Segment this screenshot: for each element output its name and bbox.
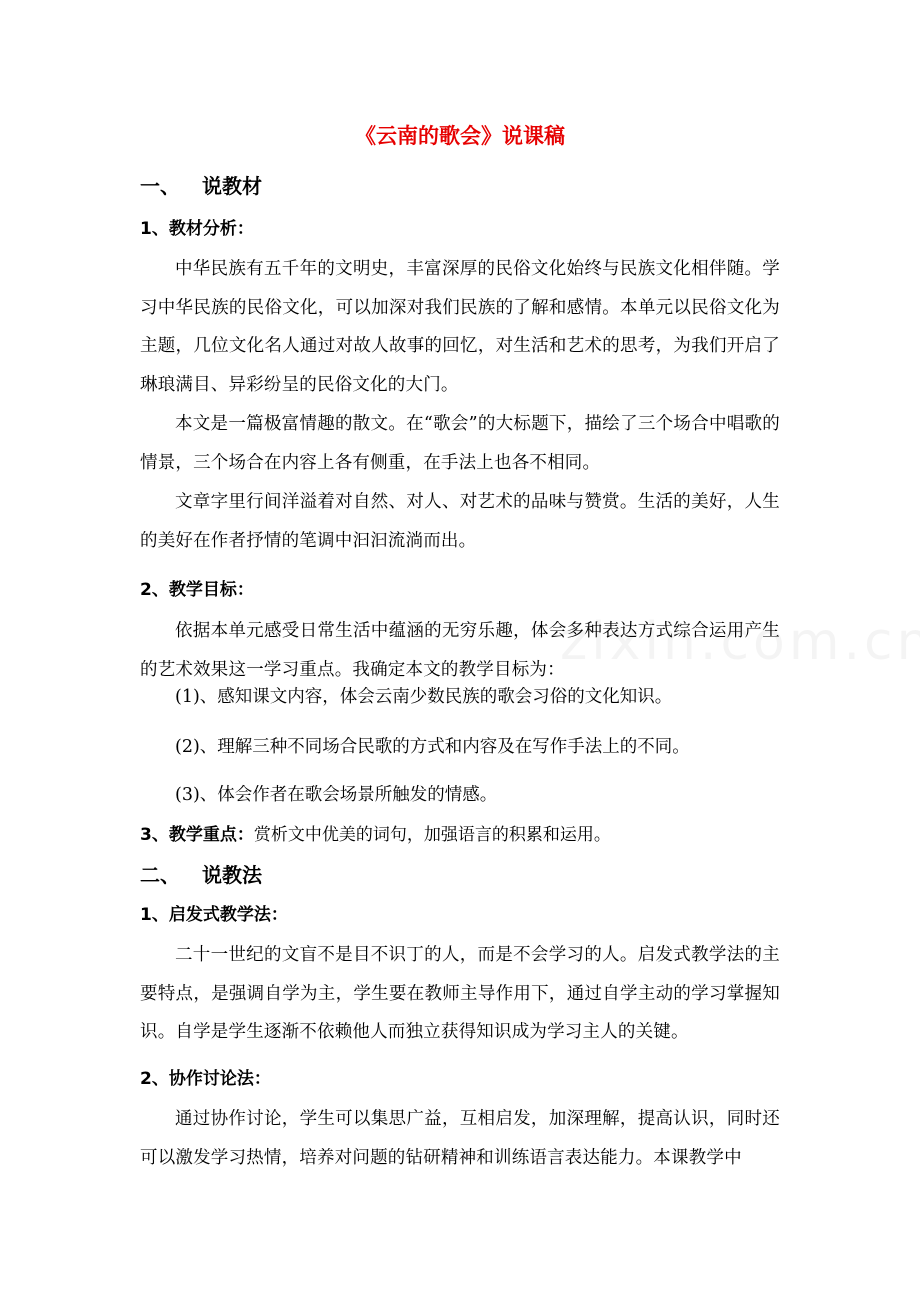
paragraph: 二十一世纪的文盲不是目不识丁的人，而是不会学习的人。启发式教学法的主要特点，是强调自学为主，学生要在教师主导作用下，通过自学主动的学习掌握知识。自学是学生逐渐不依赖他人而独立获得知识成为学习主人的关键。 [140,945,780,1042]
section-label: 说教材 [202,174,262,198]
paragraph: 通过协作讨论，学生可以集思广益，互相启发，加深理解，提高认识，同时还可以激发学习热情，培养对问题的钻研精神和训练语言表达能力。本课教学中 [140,1109,780,1168]
paragraph: 中华民族有五千年的文明史，丰富深厚的民俗文化始终与民族文化相伴随。学习中华民族的民俗文化，可以加深对我们民族的了解和感情。本单元以民俗文化为主题，几位文化名人通过对故人故事的回忆，对生活和艺术的思考，为我们开启了琳琅满目、异彩纷呈的民俗文化的大门。 [140,259,780,395]
subheading-collaborative-discussion: 2、协作讨论法： [140,1069,271,1089]
subheading-key-points [140,822,611,848]
section-number: 一、 [140,174,180,198]
section-heading-2 [140,861,262,889]
subheading-teaching-goals: 2、教学目标： [140,580,254,600]
goal-item: (2)、理解三种不同场合民歌的方式和内容及在写作手法上的不同。 [175,737,690,757]
subheading-text: 赏析文中优美的词句，加强语言的积累和运用。 [253,825,611,845]
subheading-label: 3、教学重点： [140,825,254,845]
subheading-heuristic-method: 1、启发式教学法： [140,905,288,925]
section-label: 说教法 [202,863,262,887]
goal-item: (3)、体会作者在歌会场景所触发的情感。 [175,785,498,805]
subheading-material-analysis: 1、教材分析： [140,219,254,239]
paragraph: 文章字里行间洋溢着对自然、对人、对艺术的品味与赞赏。生活的美好，人生的美好在作者抒情的笔调中汩汩流淌而出。 [140,492,780,551]
paragraph: 本文是一篇极富情趣的散文。在“歌会”的大标题下，描绘了三个场合中唱歌的情景，三个场合在内容上各有侧重，在手法上也各不相同。 [140,414,780,473]
section-number: 二、 [140,863,180,887]
document-title: 《云南的歌会》说课稿 [355,124,565,148]
goal-item: (1)、感知课文内容，体会云南少数民族的歌会习俗的文化知识。 [175,687,673,707]
section-heading-1 [140,172,262,200]
paragraph: 依据本单元感受日常生活中蕴涵的无穷乐趣，体会多种表达方式综合运用产生的艺术效果这一学习重点。我确定本文的教学目标为： [140,621,780,680]
